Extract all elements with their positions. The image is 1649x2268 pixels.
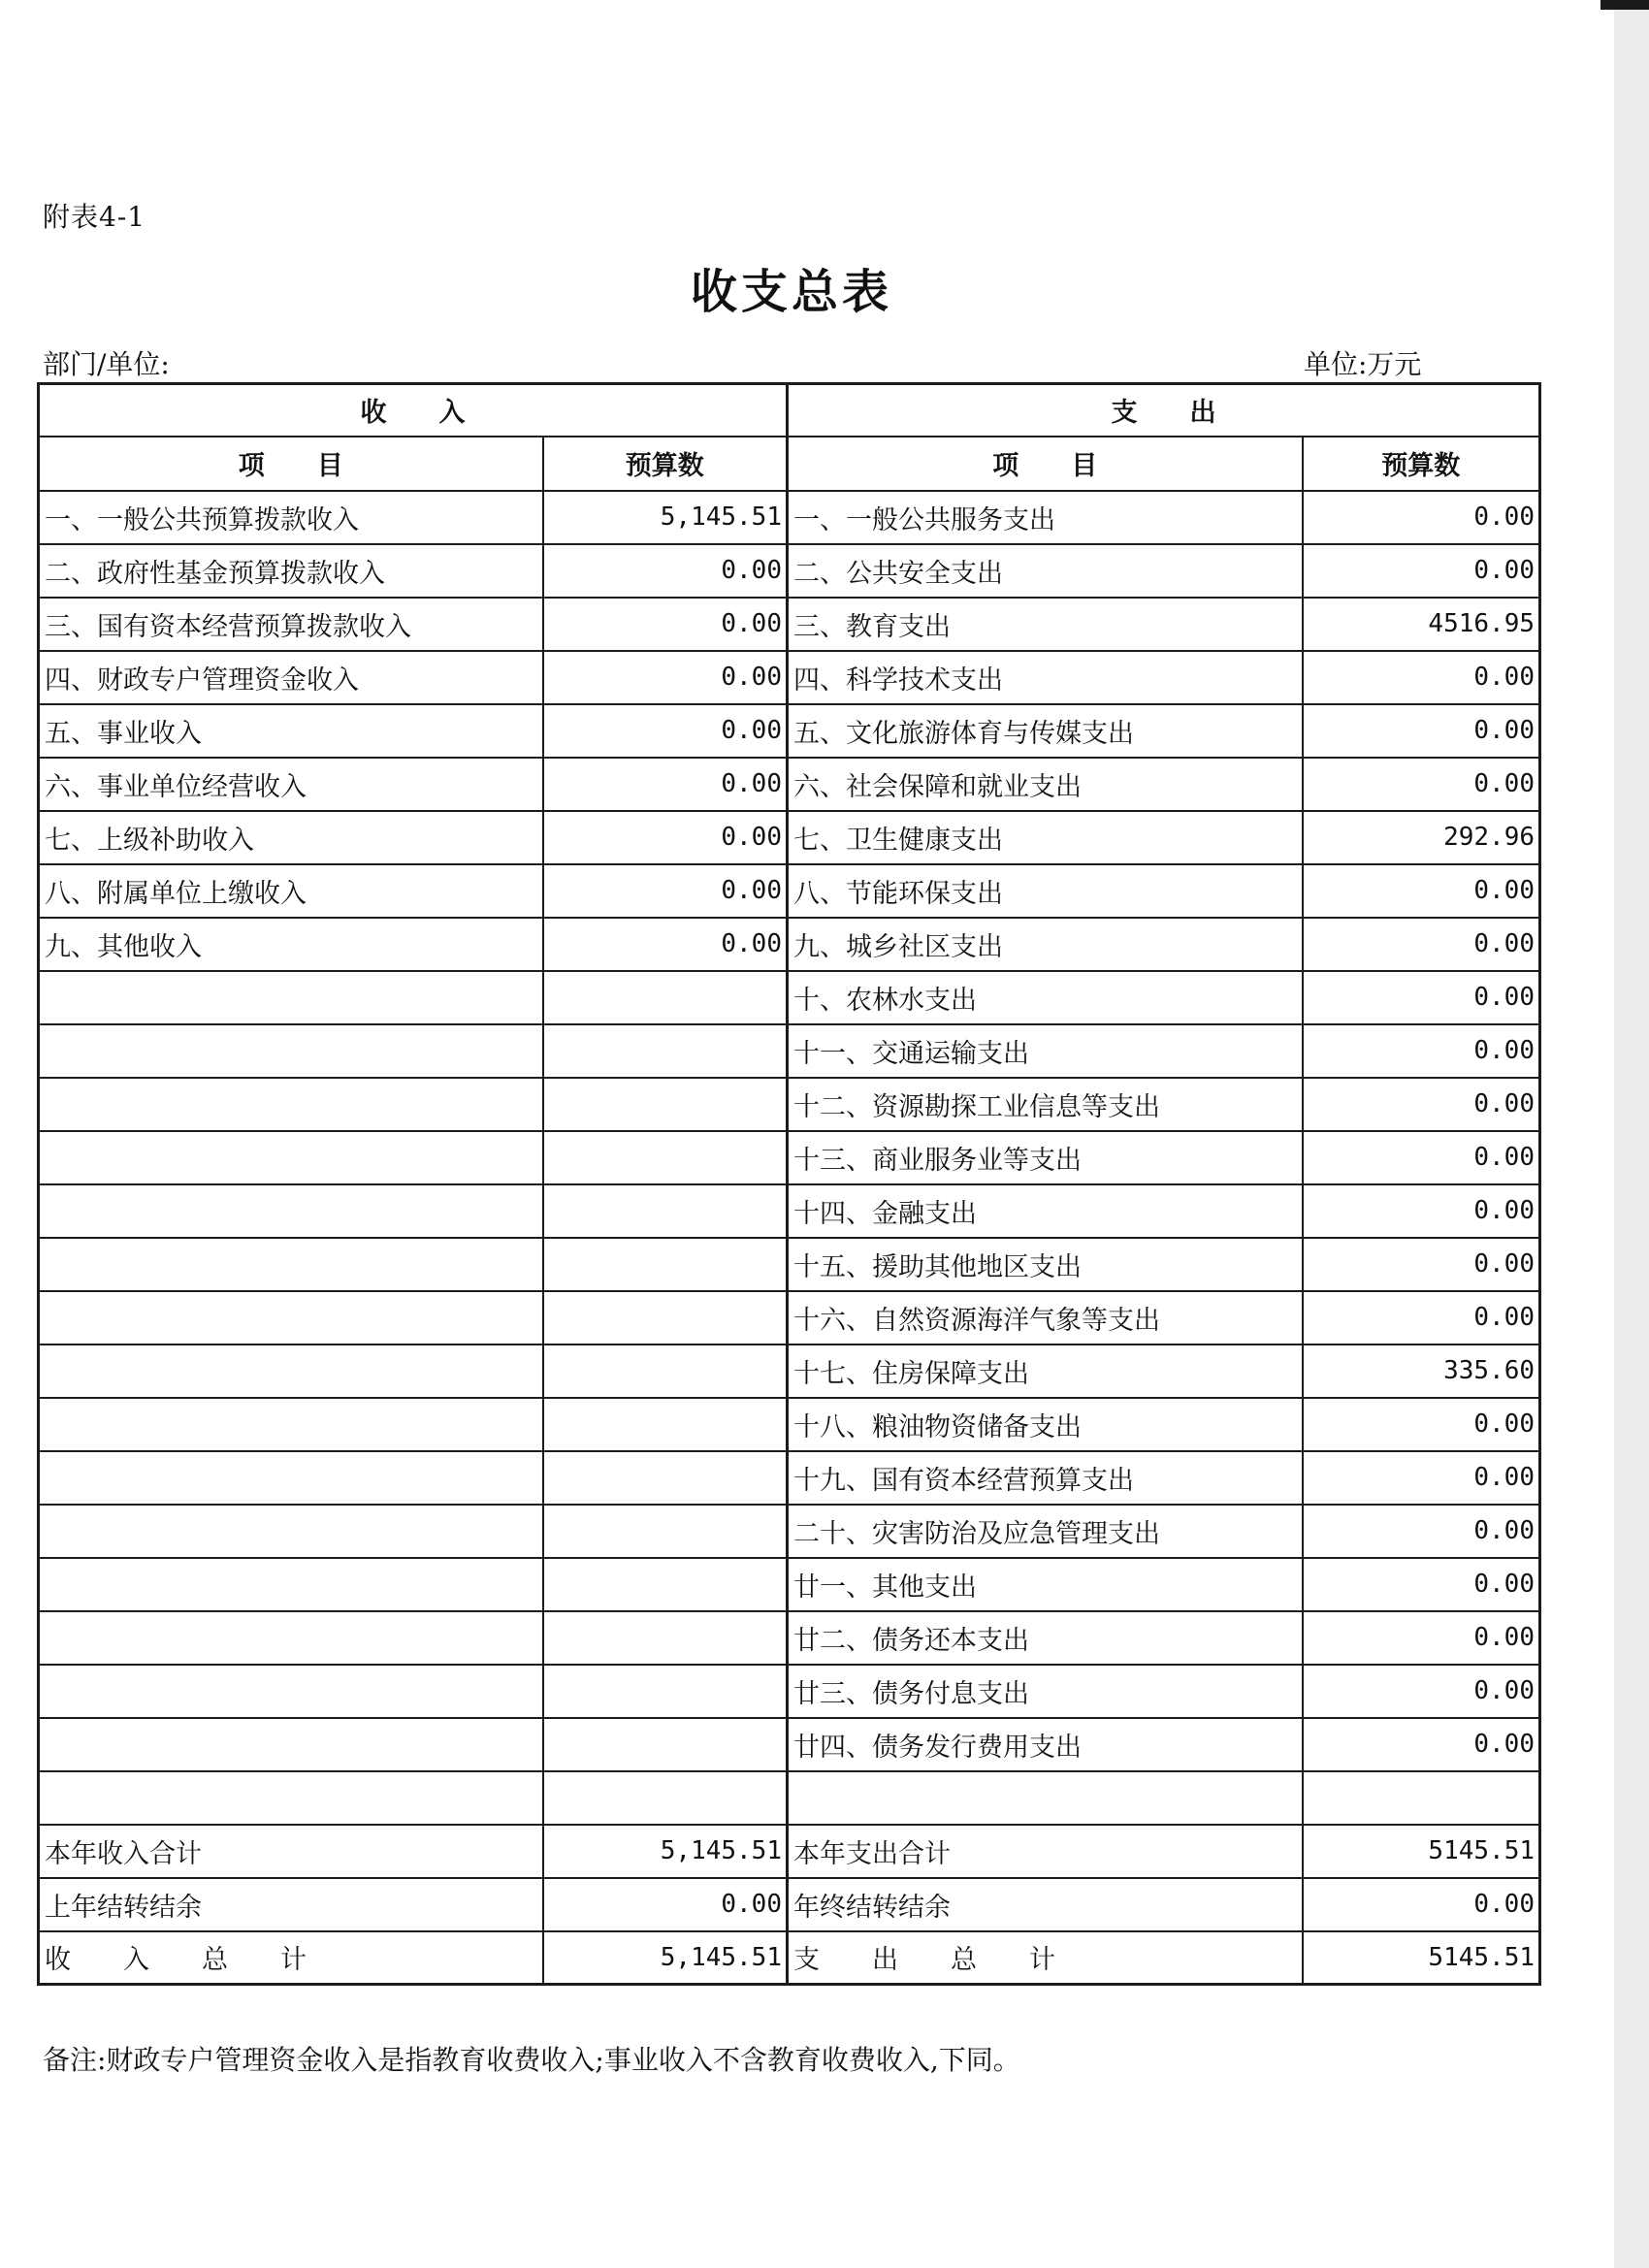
table-row: [39, 651, 1540, 704]
expense-value-cell: 292.96: [1303, 811, 1540, 864]
income-value-cell: [543, 1238, 788, 1291]
income-item-cell: [39, 971, 543, 1024]
income-item-cell: [39, 1611, 543, 1665]
table-row: [39, 811, 1540, 864]
table-row: [39, 704, 1540, 758]
expense-section-header: 支 出: [788, 384, 1540, 437]
income-section-header: 收 入: [39, 384, 788, 437]
income-item-cell: [39, 1718, 543, 1771]
income-item-cell: [39, 1238, 543, 1291]
expense-item-cell: 支 出 总 计: [788, 1931, 1303, 1985]
expense-value-cell: 4516.95: [1303, 598, 1540, 651]
unit-label: 单位:万元: [1304, 348, 1422, 380]
income-item-cell: [39, 1665, 543, 1718]
income-value-cell: 0.00: [543, 864, 788, 918]
expense-item-cell: 十六、自然资源海洋气象等支出: [788, 1291, 1303, 1345]
table-row: [39, 1558, 1540, 1611]
income-value-cell: [543, 1024, 788, 1078]
income-value-cell: [543, 971, 788, 1024]
income-value-cell: [543, 1291, 788, 1345]
table-row: [39, 598, 1540, 651]
expense-item-cell: 本年支出合计: [788, 1825, 1303, 1878]
expense-value-cell: 0.00: [1303, 864, 1540, 918]
expense-value-cell: 5145.51: [1303, 1931, 1540, 1985]
income-item-cell: [39, 1184, 543, 1238]
income-item-cell: 四、财政专户管理资金收入: [39, 651, 543, 704]
expense-value-cell: 0.00: [1303, 1131, 1540, 1184]
table-row: [39, 1291, 1540, 1345]
income-item-cell: 九、其他收入: [39, 918, 543, 971]
income-value-cell: 0.00: [543, 704, 788, 758]
footnote: 备注:财政专户管理资金收入是指教育收费收入;事业收入不含教育收费收入,下同。: [43, 2044, 1020, 2076]
income-item-cell: 本年收入合计: [39, 1825, 543, 1878]
income-value-cell: [543, 1611, 788, 1665]
document-title: 收支总表: [690, 265, 892, 319]
table-row: [39, 491, 1540, 544]
expense-value-cell: 0.00: [1303, 971, 1540, 1024]
income-value-cell: [543, 1398, 788, 1451]
table-row: [39, 1131, 1540, 1184]
column-header-row: [39, 437, 1540, 491]
table-row: [39, 1078, 1540, 1131]
income-item-cell: [39, 1451, 543, 1505]
income-value-cell: 0.00: [543, 811, 788, 864]
income-value-cell: [543, 1771, 788, 1825]
expense-value-cell: 0.00: [1303, 1878, 1540, 1931]
income-value-cell: 5,145.51: [543, 1931, 788, 1985]
expense-item-cell: 五、文化旅游体育与传媒支出: [788, 704, 1303, 758]
income-value-cell: [543, 1718, 788, 1771]
scan-mark: [1600, 0, 1649, 10]
table-row: [39, 544, 1540, 598]
income-value-cell: [543, 1131, 788, 1184]
income-item-cell: [39, 1345, 543, 1398]
income-item-cell: 二、政府性基金预算拨款收入: [39, 544, 543, 598]
expense-item-cell: 二十、灾害防治及应急管理支出: [788, 1505, 1303, 1558]
income-budget-header: 预算数: [543, 437, 788, 491]
table-row: [39, 1024, 1540, 1078]
expense-item-cell: 三、教育支出: [788, 598, 1303, 651]
expense-value-cell: [1303, 1771, 1540, 1825]
expense-value-cell: 0.00: [1303, 491, 1540, 544]
income-item-cell: [39, 1078, 543, 1131]
table-body: [39, 384, 1540, 1985]
expense-item-cell: 九、城乡社区支出: [788, 918, 1303, 971]
expense-item-cell: 廿三、债务付息支出: [788, 1665, 1303, 1718]
income-value-cell: 5,145.51: [543, 491, 788, 544]
expense-budget-header: 预算数: [1303, 437, 1540, 491]
income-item-cell: [39, 1505, 543, 1558]
income-item-cell: [39, 1398, 543, 1451]
expense-value-cell: 0.00: [1303, 918, 1540, 971]
expense-item-cell: 十二、资源勘探工业信息等支出: [788, 1078, 1303, 1131]
income-value-cell: [543, 1451, 788, 1505]
table-row: [39, 1345, 1540, 1398]
expense-value-cell: 0.00: [1303, 1238, 1540, 1291]
table-row: [39, 1718, 1540, 1771]
income-value-cell: 0.00: [543, 758, 788, 811]
income-item-cell: 收 入 总 计: [39, 1931, 543, 1985]
expense-value-cell: 0.00: [1303, 651, 1540, 704]
expense-item-cell: 八、节能环保支出: [788, 864, 1303, 918]
expense-value-cell: 0.00: [1303, 1505, 1540, 1558]
income-item-cell: 六、事业单位经营收入: [39, 758, 543, 811]
income-value-cell: 0.00: [543, 1878, 788, 1931]
table-row: [39, 864, 1540, 918]
expense-item-cell: 廿四、债务发行费用支出: [788, 1718, 1303, 1771]
expense-value-cell: 0.00: [1303, 1718, 1540, 1771]
table-row: [39, 1878, 1540, 1931]
expense-value-cell: 0.00: [1303, 1665, 1540, 1718]
table-row: [39, 1771, 1540, 1825]
income-value-cell: [543, 1665, 788, 1718]
table-row: [39, 1238, 1540, 1291]
income-item-cell: [39, 1024, 543, 1078]
expense-item-cell: 十、农林水支出: [788, 971, 1303, 1024]
expense-value-cell: 0.00: [1303, 1184, 1540, 1238]
expense-item-cell: [788, 1771, 1303, 1825]
table-row: [39, 918, 1540, 971]
expense-value-cell: 0.00: [1303, 1024, 1540, 1078]
table-row: [39, 1505, 1540, 1558]
income-item-cell: [39, 1131, 543, 1184]
table-row: [39, 1184, 1540, 1238]
expense-item-cell: 二、公共安全支出: [788, 544, 1303, 598]
expense-item-cell: 六、社会保障和就业支出: [788, 758, 1303, 811]
income-item-cell: 五、事业收入: [39, 704, 543, 758]
table-row: [39, 971, 1540, 1024]
section-header-row: [39, 384, 1540, 437]
expense-value-cell: 0.00: [1303, 1611, 1540, 1665]
expense-item-header: 项 目: [788, 437, 1303, 491]
income-item-cell: [39, 1291, 543, 1345]
income-value-cell: 5,145.51: [543, 1825, 788, 1878]
expense-value-cell: 0.00: [1303, 758, 1540, 811]
table-row: [39, 1611, 1540, 1665]
income-item-cell: [39, 1771, 543, 1825]
department-label: 部门/单位:: [43, 348, 170, 380]
scan-edge: [1614, 0, 1649, 2268]
expense-item-cell: 十一、交通运输支出: [788, 1024, 1303, 1078]
income-value-cell: [543, 1345, 788, 1398]
income-item-cell: [39, 1558, 543, 1611]
income-item-header: 项 目: [39, 437, 543, 491]
income-value-cell: 0.00: [543, 651, 788, 704]
annex-label: 附表4-1: [43, 201, 146, 233]
table-row: [39, 1825, 1540, 1878]
expense-value-cell: 0.00: [1303, 1291, 1540, 1345]
income-value-cell: [543, 1078, 788, 1131]
expense-item-cell: 十四、金融支出: [788, 1184, 1303, 1238]
expense-item-cell: 十五、援助其他地区支出: [788, 1238, 1303, 1291]
expense-value-cell: 0.00: [1303, 1451, 1540, 1505]
expense-item-cell: 年终结转结余: [788, 1878, 1303, 1931]
expense-item-cell: 十七、住房保障支出: [788, 1345, 1303, 1398]
table-row: [39, 1398, 1540, 1451]
table-row: [39, 1451, 1540, 1505]
income-value-cell: [543, 1558, 788, 1611]
income-item-cell: 八、附属单位上缴收入: [39, 864, 543, 918]
income-value-cell: [543, 1505, 788, 1558]
table-row: [39, 1931, 1540, 1985]
income-value-cell: 0.00: [543, 918, 788, 971]
income-value-cell: 0.00: [543, 598, 788, 651]
expense-value-cell: 0.00: [1303, 1558, 1540, 1611]
expense-item-cell: 廿一、其他支出: [788, 1558, 1303, 1611]
expense-value-cell: 0.00: [1303, 1078, 1540, 1131]
expense-item-cell: 十九、国有资本经营预算支出: [788, 1451, 1303, 1505]
income-item-cell: 一、一般公共预算拨款收入: [39, 491, 543, 544]
income-item-cell: 七、上级补助收入: [39, 811, 543, 864]
expense-item-cell: 十三、商业服务业等支出: [788, 1131, 1303, 1184]
budget-summary-table: [37, 382, 1541, 1986]
expense-item-cell: 十八、粮油物资储备支出: [788, 1398, 1303, 1451]
income-value-cell: 0.00: [543, 544, 788, 598]
table-row: [39, 1665, 1540, 1718]
income-item-cell: 三、国有资本经营预算拨款收入: [39, 598, 543, 651]
expense-item-cell: 一、一般公共服务支出: [788, 491, 1303, 544]
table-row: [39, 758, 1540, 811]
expense-value-cell: 0.00: [1303, 704, 1540, 758]
expense-value-cell: 335.60: [1303, 1345, 1540, 1398]
expense-value-cell: 0.00: [1303, 1398, 1540, 1451]
expense-value-cell: 5145.51: [1303, 1825, 1540, 1878]
expense-value-cell: 0.00: [1303, 544, 1540, 598]
income-value-cell: [543, 1184, 788, 1238]
expense-item-cell: 四、科学技术支出: [788, 651, 1303, 704]
expense-item-cell: 七、卫生健康支出: [788, 811, 1303, 864]
expense-item-cell: 廿二、债务还本支出: [788, 1611, 1303, 1665]
income-item-cell: 上年结转结余: [39, 1878, 543, 1931]
